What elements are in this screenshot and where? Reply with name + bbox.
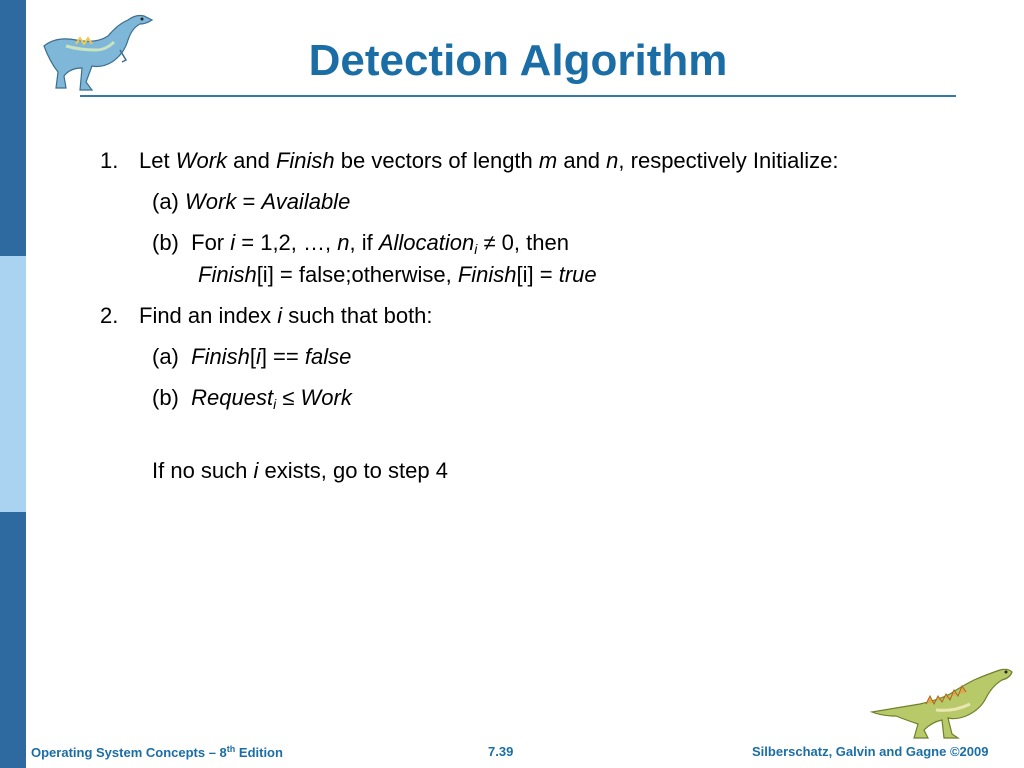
- footer-authors: Silberschatz, Galvin and Gagne ©2009: [752, 744, 989, 759]
- step-1b-line1: (b) For i = 1,2, …, n, if Allocation$_i$ ≠ 0, then: [152, 230, 569, 257]
- slide-title: Detection Algorithm: [308, 36, 728, 85]
- step-2-intro: Find an index i such that both:: [139, 303, 433, 328]
- dinosaur-bottom-right-icon: [866, 660, 1016, 742]
- step-number: 1.: [100, 148, 119, 173]
- step-2a: (a) Finish[i] == false: [152, 344, 352, 369]
- title-underline: [80, 95, 956, 97]
- step-1b-line2: Finish[i] = false;otherwise, Finish[i] = true: [198, 262, 597, 287]
- sidebar-stripe: [0, 0, 26, 768]
- sidebar-segment-top: [0, 0, 26, 256]
- footer-book-title: Operating System Concepts – 8th Edition: [31, 744, 283, 760]
- footer-slide-number: 7.39: [488, 744, 514, 759]
- sidebar-segment-middle: [0, 256, 26, 512]
- step-note: If no such i exists, go to step 4: [152, 458, 448, 483]
- step-number: 2.: [100, 303, 119, 328]
- sidebar-segment-bottom: [0, 512, 26, 768]
- step-1-intro: Let Work and Finish be vectors of length m and n, respectively Initialize:: [139, 148, 839, 173]
- step-2b: (b) Request$_i$ ≤ Work: [152, 385, 352, 412]
- step-1a: (a) Work = Available: [152, 189, 351, 214]
